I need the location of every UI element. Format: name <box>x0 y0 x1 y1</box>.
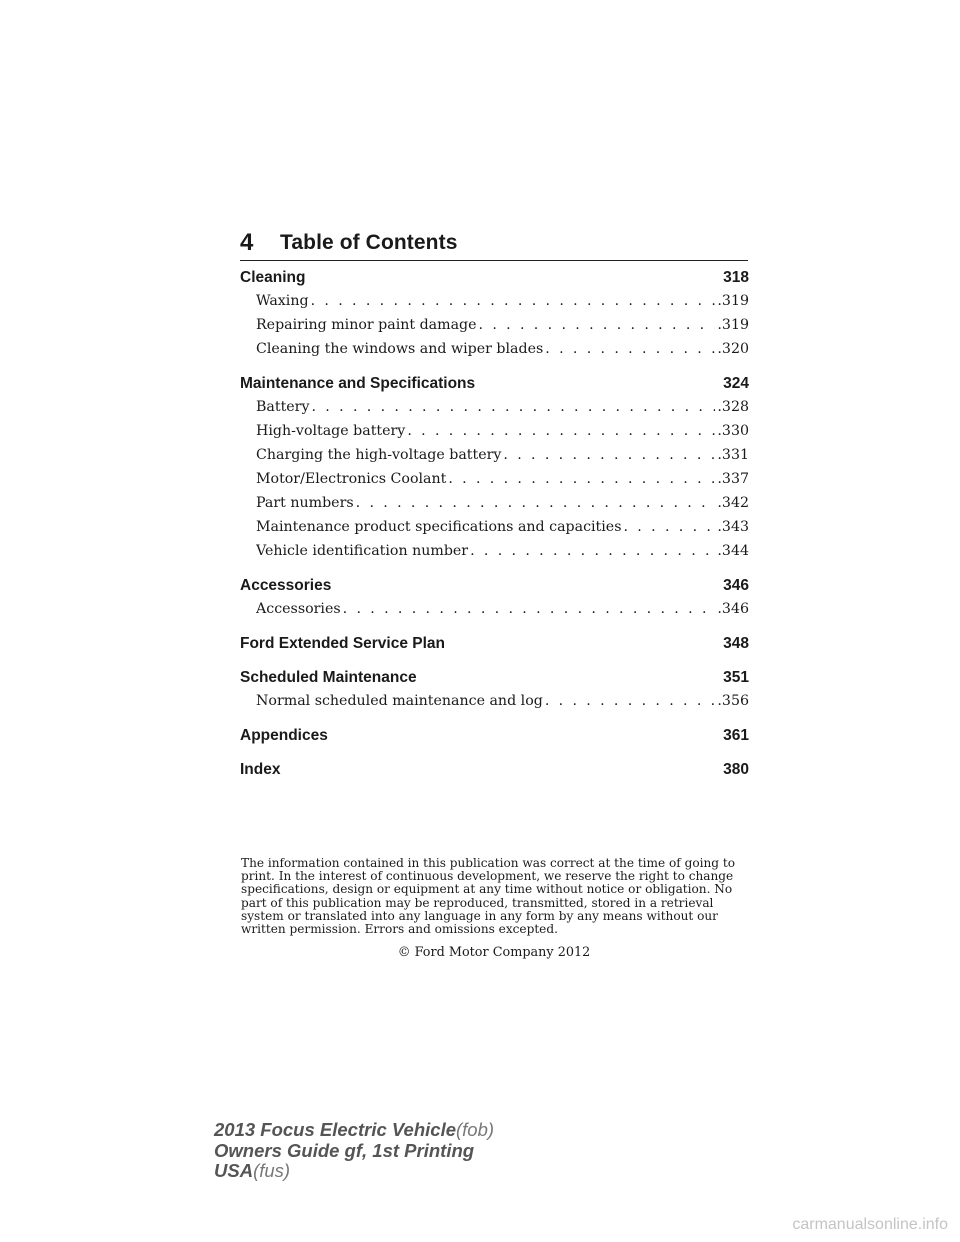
section-title: Ford Extended Service Plan <box>240 635 446 652</box>
toc-entry[interactable] <box>256 467 749 491</box>
legal-notice <box>241 857 761 936</box>
entry-page: .344 <box>717 543 749 559</box>
toc-entry[interactable] <box>256 419 749 443</box>
document-footer <box>214 1120 494 1182</box>
entry-label: Normal scheduled maintenance and log <box>256 693 543 709</box>
dot-leader <box>545 337 715 361</box>
table-of-contents <box>240 266 749 792</box>
toc-section <box>240 724 749 747</box>
toc-entry[interactable] <box>256 443 749 467</box>
notice-line: system or translated into any language in any form by any means without our <box>241 908 718 923</box>
footer-line-1: 2013 Focus Electric Vehicle(fob) <box>214 1119 495 1140</box>
dot-leader <box>479 313 716 337</box>
notice-line: specifications, design or equipment at any time without notice or obligation. No <box>241 882 733 897</box>
section-title: Scheduled Maintenance <box>240 669 417 686</box>
dot-leader <box>545 689 716 713</box>
toc-section-heading[interactable] <box>240 666 749 689</box>
entry-page: .343 <box>717 519 749 535</box>
toc-section <box>240 758 749 781</box>
dot-leader <box>311 395 715 419</box>
footer-line-2: Owners Guide gf, 1st Printing <box>214 1139 475 1161</box>
toc-entry[interactable] <box>256 313 749 337</box>
entry-page: .342 <box>717 495 749 511</box>
section-page: 318 <box>723 269 749 286</box>
section-page: 351 <box>723 669 749 686</box>
section-page: 346 <box>723 577 749 594</box>
notice-line: written permission. Errors and omissions excepted. <box>241 922 558 937</box>
toc-section <box>240 266 749 361</box>
dot-leader <box>623 515 715 539</box>
toc-section-heading[interactable] <box>240 266 749 289</box>
toc-section <box>240 632 749 655</box>
section-page: 361 <box>723 727 749 744</box>
entry-label: Cleaning the windows and wiper blades <box>256 341 544 357</box>
toc-entry[interactable] <box>256 597 749 621</box>
section-page: 380 <box>723 761 749 778</box>
toc-section-heading[interactable] <box>240 724 749 747</box>
footer-line-3: USA(fus) <box>214 1160 291 1181</box>
entry-label: Accessories <box>256 601 341 617</box>
toc-section <box>240 372 749 563</box>
dot-leader <box>343 597 716 621</box>
toc-section-heading[interactable] <box>240 372 749 395</box>
entry-label: Charging the high-voltage battery <box>256 447 502 463</box>
page-header <box>240 228 748 261</box>
toc-entry[interactable] <box>256 491 749 515</box>
toc-section <box>240 574 749 621</box>
toc-entry[interactable] <box>256 515 749 539</box>
section-page: 324 <box>723 375 749 392</box>
entry-page: .346 <box>717 601 749 617</box>
toc-entry[interactable] <box>256 289 749 313</box>
entry-page: .320 <box>717 341 749 357</box>
entry-page: .331 <box>717 447 749 463</box>
entry-label: Maintenance product specifications and capacities <box>256 519 622 535</box>
section-title: Index <box>240 761 281 778</box>
toc-section-heading[interactable] <box>240 632 749 655</box>
entry-label: High-voltage battery <box>256 423 406 439</box>
entry-page: .337 <box>717 471 749 487</box>
section-title: Maintenance and Specifications <box>240 375 476 392</box>
dot-leader <box>311 289 716 313</box>
watermark[interactable]: carmanualsonline.info <box>792 1216 948 1233</box>
notice-line: print. In the interest of continuous development, we reserve the right to change <box>241 869 734 884</box>
dot-leader <box>356 491 716 515</box>
entry-label: Waxing <box>256 293 309 309</box>
entry-label: Battery <box>256 399 310 415</box>
dot-leader <box>448 467 715 491</box>
section-title: Appendices <box>240 727 328 744</box>
toc-section-heading[interactable] <box>240 758 749 781</box>
dot-leader <box>407 419 715 443</box>
toc-entry[interactable] <box>256 539 749 563</box>
section-title: Accessories <box>240 577 332 594</box>
copyright: © Ford Motor Company 2012 <box>397 945 591 960</box>
toc-entry[interactable] <box>256 689 749 713</box>
notice-line: part of this publication may be reproduced, transmitted, stored in a retrieval <box>241 895 714 910</box>
toc-entry[interactable] <box>256 395 749 419</box>
section-page: 348 <box>723 635 749 652</box>
page-number: 4 <box>240 229 254 256</box>
toc-section-heading[interactable] <box>240 574 749 597</box>
page-title: Table of Contents <box>280 231 458 254</box>
entry-label: Part numbers <box>256 495 354 511</box>
entry-label: Motor/Electronics Coolant <box>256 471 447 487</box>
toc-entry[interactable] <box>256 337 749 361</box>
entry-page: .319 <box>717 293 749 309</box>
entry-page: .328 <box>717 399 749 415</box>
section-title: Cleaning <box>240 269 306 286</box>
dot-leader <box>470 539 715 563</box>
entry-page: .330 <box>717 423 749 439</box>
entry-label: Repairing minor paint damage <box>256 317 477 333</box>
notice-line: The information contained in this publication was correct at the time of going to <box>241 856 736 870</box>
entry-page: .356 <box>717 693 749 709</box>
dot-leader <box>503 443 715 467</box>
toc-section <box>240 666 749 713</box>
entry-label: Vehicle identification number <box>256 543 469 559</box>
entry-page: .319 <box>717 317 749 333</box>
